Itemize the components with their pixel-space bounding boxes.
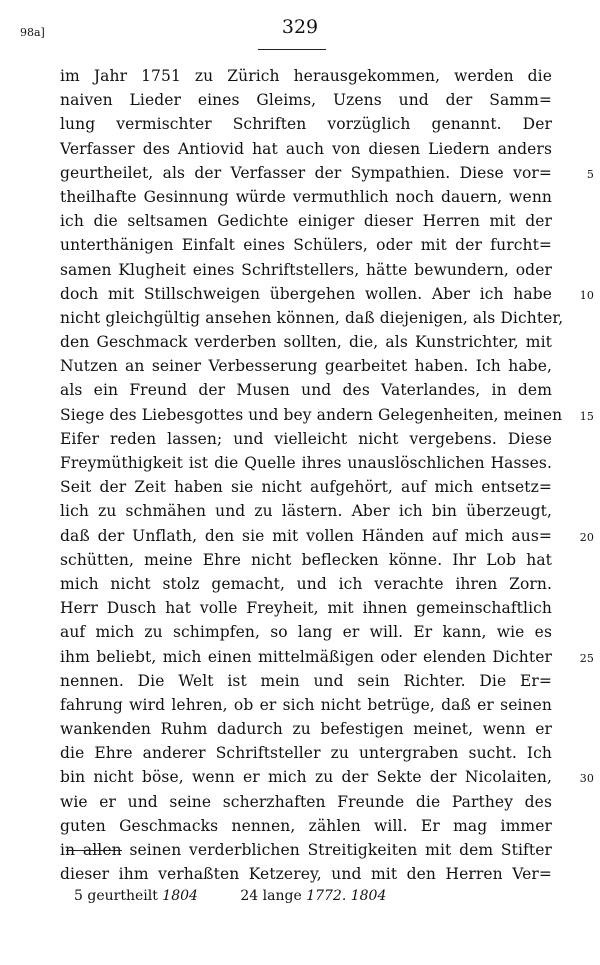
line-text: Siege des Liebesgottes und bey andern Gelegenheiten, meinen bbox=[60, 405, 563, 424]
variant-note-2-source: 1772. 1804 bbox=[306, 888, 387, 904]
line-text: Eifer reden lassen; und vielleicht nicht vergebens. Diese bbox=[60, 429, 552, 448]
variant-note-1-ref: 5 geurtheilt bbox=[74, 888, 158, 904]
line-text: fahrung wird lehren, ob er sich nicht betrüge, daß er seinen bbox=[60, 695, 552, 714]
text-line bbox=[60, 64, 552, 88]
footnote-rule bbox=[66, 850, 122, 851]
text-line bbox=[60, 499, 552, 523]
text-line bbox=[60, 790, 552, 814]
line-number: 5 bbox=[586, 167, 594, 181]
line-text: bin nicht böse, wenn er mich zu der Sekte der Nicolaiten, bbox=[60, 768, 552, 787]
line-text: Verfasser des Antiovid hat auch von diesen Liedern anders bbox=[60, 139, 552, 158]
text-line bbox=[60, 741, 552, 765]
text-line bbox=[60, 233, 552, 257]
line-text: Seit der Zeit haben sie nicht aufgehört, auf mich entsetz= bbox=[60, 478, 552, 497]
line-text: im Jahr 1751 zu Zürich herausgekommen, werden die bbox=[60, 67, 552, 85]
text-line bbox=[60, 524, 594, 548]
line-text: ich die seltsamen Gedichte einiger dieser Herren mit der bbox=[60, 212, 552, 231]
line-number: 10 bbox=[579, 288, 594, 302]
line-text: wie er und seine scherzhaften Freunde die Parthey des bbox=[60, 792, 552, 811]
variant-note-2-ref: 24 lange bbox=[240, 888, 302, 904]
text-line bbox=[60, 378, 552, 402]
line-text: nennen. Die Welt ist mein und sein Richter. Die Er= bbox=[60, 671, 552, 690]
line-number: 30 bbox=[579, 772, 594, 786]
variant-note-1 bbox=[74, 888, 198, 904]
line-text: wankenden Ruhm dadurch zu befestigen meinet, wenn er bbox=[60, 720, 552, 739]
text-line bbox=[60, 693, 552, 717]
variant-note-1-source: 1804 bbox=[162, 888, 198, 904]
body-text bbox=[60, 64, 594, 886]
page-number: 329 bbox=[281, 16, 319, 38]
text-line bbox=[60, 88, 552, 112]
text-line bbox=[60, 185, 552, 209]
variant-notes bbox=[74, 888, 424, 904]
signature-mark: 98a] bbox=[20, 26, 45, 39]
line-text: lung vermischter Schriften vorzüglich genannt. Der bbox=[60, 115, 552, 134]
text-line bbox=[60, 717, 552, 741]
line-number: 25 bbox=[579, 651, 594, 665]
text-line bbox=[60, 427, 552, 451]
text-line bbox=[60, 596, 552, 620]
line-text: nicht gleichgültig ansehen können, daß diejenigen, als Dichter, bbox=[60, 308, 564, 327]
text-line bbox=[60, 669, 552, 693]
variant-note-2 bbox=[240, 888, 386, 904]
line-text: Herr Dusch hat volle Freyheit, mit ihnen gemeinschaftlich bbox=[60, 599, 552, 618]
header-rule bbox=[258, 49, 326, 50]
line-text: die Ehre anderer Schriftsteller zu untergraben sucht. Ich bbox=[60, 744, 552, 763]
line-text: in allen seinen verderblichen Streitigkeiten mit dem Stifter bbox=[60, 841, 552, 859]
line-text: Freymüthigkeit ist die Quelle ihres unauslöschlichen Hasses. bbox=[60, 454, 552, 472]
line-text: dieser ihm verhaßten Ketzerey, und mit den Herren Ver= bbox=[60, 865, 552, 884]
text-line bbox=[60, 330, 552, 354]
line-text: Nutzen an seiner Verbesserung gearbeitet haben. Ich habe, bbox=[60, 357, 552, 376]
line-text: unterthänigen Einfalt eines Schülers, oder mit der furcht= bbox=[60, 236, 552, 255]
line-text: als ein Freund der Musen und des Vaterlandes, in dem bbox=[60, 381, 552, 400]
text-line bbox=[60, 306, 564, 330]
text-line bbox=[60, 161, 594, 185]
text-line bbox=[60, 282, 594, 306]
line-number: 15 bbox=[579, 409, 594, 423]
text-line bbox=[60, 475, 552, 499]
text-line bbox=[60, 862, 552, 886]
text-line bbox=[60, 451, 552, 475]
text-line bbox=[60, 403, 594, 427]
text-line bbox=[60, 572, 552, 596]
line-text: geurtheilet, als der Verfasser der Sympathien. Diese vor= bbox=[60, 163, 552, 182]
line-text: schütten, meine Ehre nicht beflecken könne. Ihr Lob hat bbox=[60, 550, 552, 569]
line-number: 20 bbox=[579, 530, 594, 544]
line-text: lich zu schmähen und zu lästern. Aber ich bin überzeugt, bbox=[60, 502, 552, 521]
text-line bbox=[60, 765, 594, 789]
line-text: naiven Lieder eines Gleims, Uzens und der Samm= bbox=[60, 91, 552, 110]
line-text: samen Klugheit eines Schriftstellers, hätte bewundern, oder bbox=[60, 260, 552, 279]
text-line bbox=[60, 137, 552, 161]
text-line bbox=[60, 548, 552, 572]
line-text: theilhafte Gesinnung würde vermuthlich noch dauern, wenn bbox=[60, 187, 552, 206]
text-line bbox=[60, 258, 552, 282]
line-text: ihm beliebt, mich einen mittelmäßigen oder elenden Dichter bbox=[60, 647, 552, 666]
text-line bbox=[60, 620, 552, 644]
line-text: daß der Unflath, den sie mit vollen Händen auf mich aus= bbox=[60, 526, 552, 545]
line-text: auf mich zu schimpfen, so lang er will. Er kann, wie es bbox=[60, 623, 552, 642]
text-line bbox=[60, 112, 552, 136]
text-line bbox=[60, 209, 552, 233]
line-text: mich nicht stolz gemacht, und ich verachte ihren Zorn. bbox=[60, 574, 552, 593]
line-text: den Geschmack verderben sollten, die, als Kunstrichter, mit bbox=[60, 333, 552, 352]
text-line bbox=[60, 814, 552, 838]
text-line bbox=[60, 838, 552, 862]
text-line bbox=[60, 645, 594, 669]
text-line bbox=[60, 354, 552, 378]
line-text: guten Geschmacks nennen, zählen will. Er mag immer bbox=[60, 816, 552, 835]
line-text: doch mit Stillschweigen übergehen wollen. Aber ich habe bbox=[60, 284, 552, 303]
